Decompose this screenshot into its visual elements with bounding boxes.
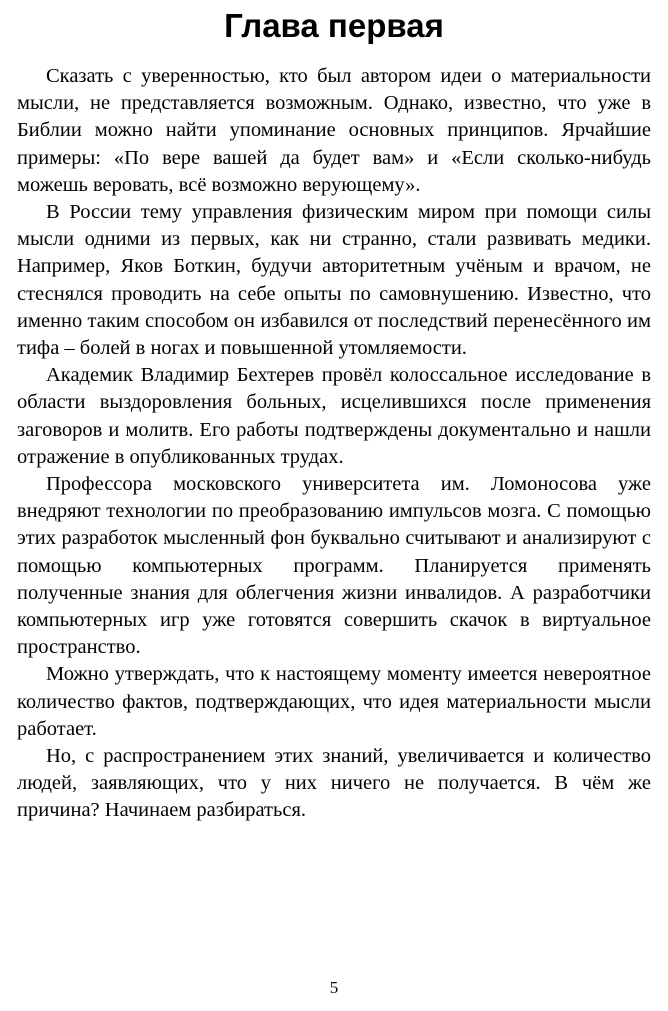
chapter-title: Глава первая — [224, 7, 444, 44]
paragraph: Сказать с уверенностью, кто был автором идеи о материальности мысли, не представляется возможным. Однако, известно, что уже в Библии можно найти упоминание основных принципов. Ярчайшие примеры: «По вере вашей да будет вам» и «Если сколько-нибудь можешь веровать, всё возможно верующему». — [17, 65, 651, 196]
paragraph: Можно утверждать, что к настоящему моменту имеется невероятное количество фактов, подтверждающих, что идея материальности мысли работает. — [17, 663, 651, 740]
paragraph: Профессора московского университета им. Ломоносова уже внедряют технологии по преобразованию импульсов мозга. С помощью этих разработок мысленный фон буквально считывают и анализируют с помощью компьютерных программ. Планируется применять полученные знания для облегчения жизни инвалидов. А разработчики компьютерных игр уже готовятся совершить скачок в виртуальное пространство. — [17, 473, 651, 659]
paragraph: Академик Владимир Бехтерев провёл колоссальное исследование в области выздоровления больных, исцелившихся после применения заговоров и молитв. Его работы подтверждены документально и нашли отражение в опубликованных трудах. — [17, 364, 651, 468]
chapter-body — [17, 63, 651, 825]
paragraph: В России тему управления физическим миром при помощи силы мысли одними из первых, как ни странно, стали развивать медики. Например, Яков Боткин, будучи авторитетным учёным и врачом, не стеснялся проводить на себе опыты по самовнушению. Известно, что именно таким способом он избавился от последствий перенесённого им тифа – болей в ногах и повышенной утомляемости. — [17, 201, 651, 360]
paragraph: Но, с распространением этих знаний, увеличивается и количество людей, заявляющих, что у них ничего не получается. В чём же причина? Начинаем разбираться. — [17, 745, 651, 822]
page-number: 5 — [329, 978, 339, 997]
